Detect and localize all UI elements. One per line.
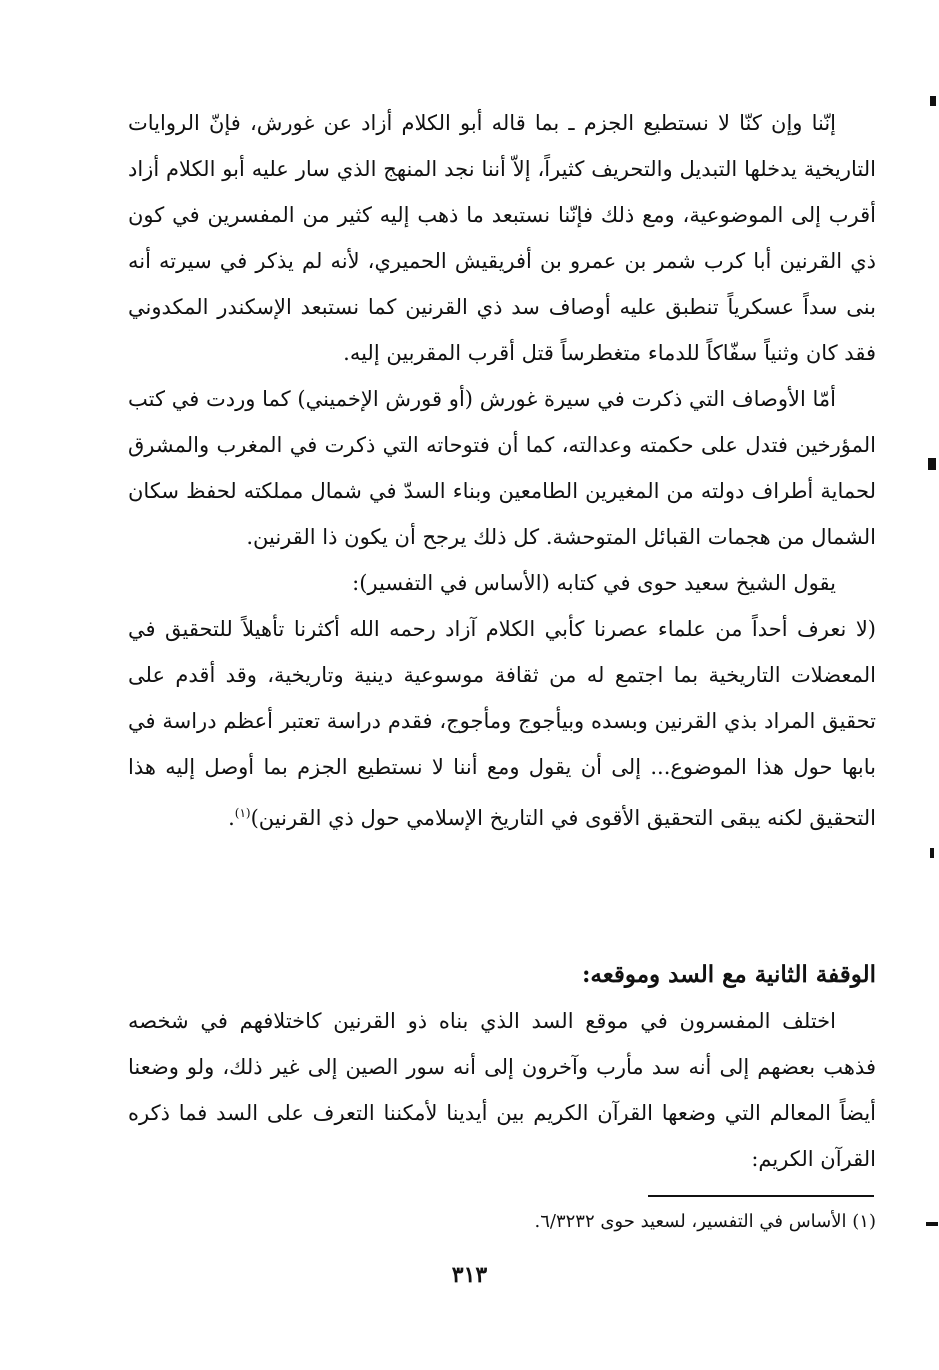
footnote-marker: (١) — [852, 1211, 876, 1232]
edge-mark-lower — [930, 848, 934, 858]
footnote — [128, 1205, 876, 1239]
page-number: ٣١٣ — [451, 1262, 488, 1288]
footnote-text: الأساس في التفسير، لسعيد حوى ٦/٣٢٣٢. — [534, 1211, 847, 1232]
edge-mark-top — [930, 96, 936, 106]
quote-text: (لا نعرف أحداً من علماء عصرنا كأبي الكلام آزاد رحمه الله أكثرنا تأهيلاً للتحقيق في المعضلات التاريخية بما اجتمع له من ثقافة موسوعية دينية وتاريخية، وقد أقدم على تحقيق المراد بذي القرنين وبسده وبيأجوج ومأجوج، فقدم دراسة تعتبر أعظم دراسة في بابها حول هذا الموضوع... إلى أن يقول ومع أننا لا نستطيع الجزم بما أوصل إليه هذا التحقيق لكنه يبقى التحقيق الأقوى في التاريخ الإسلامي حول ذي القرنين) — [128, 617, 876, 830]
footnote-reference: (١) — [234, 806, 251, 820]
quote-paragraph — [128, 606, 876, 841]
paragraph-1: إنّنا وإن كنّا لا نستطيع الجزم ـ بما قاله أبو الكلام أزاد عن غورش، فإنّ الروايات التاريخية يدخلها التبديل والتحريف كثيراً، إلاّ أننا نجد المنهج الذي سار عليه أبو الكلام أزاد أقرب إلى الموضوعية، ومع ذلك فإنّنا نستبعد ما ذهب إليه كثير من المفسرين في كون ذي القرنين أبا كرب شمر بن عمرو بن أفريقيش الحميري، لأنه لم يذكر في سيرته أنه بنى سداً عسكرياً تنطبق عليه أوصاف سد ذي القرنين كما نستبعد الإسكندر المكدوني فقد كان وثنياً سفّاكاً للدماء متغطرساً قتل أقرب المقربين إليه. — [128, 111, 876, 365]
paragraph-3: يقول الشيخ سعيد حوى في كتابه (الأساس في التفسير): — [352, 571, 836, 595]
footnote-divider — [648, 1195, 874, 1197]
quote-end: . — [228, 806, 235, 830]
paragraph-2: أمّا الأوصاف التي ذكرت في سيرة غورش (أو قورش الإخميني) كما وردت في كتب المؤرخين فتدل على حكمته وعدالته، كما أن فتوحاته التي ذكرت في المغرب والمشرق لحماية أطراف دولته من المغيرين الطامعين وبناء السدّ في شمال مملكته لحفظ سكان الشمال من هجمات القبائل المتوحشة. كل ذلك يرجح أن يكون ذا القرنين. — [128, 387, 876, 549]
edge-mark-middle — [928, 458, 936, 470]
main-text — [128, 100, 876, 841]
edge-mark-bottom — [926, 1222, 938, 1226]
paragraph-5: اختلف المفسرون في موقع السد الذي بناه ذو القرنين كاختلافهم في شخصه فذهب بعضهم إلى أنه سد مأرب وآخرون إلى أنه سور الصين إلى غير ذلك، ولو وضعنا أيضاً المعالم التي وضعها القرآن الكريم بين أيدينا لأمكننا التعرف على السد فما ذكره القرآن الكريم: — [128, 1009, 876, 1171]
section-heading: الوقفة الثانية مع السد وموقعه: — [581, 961, 876, 988]
section-text — [128, 998, 876, 1182]
